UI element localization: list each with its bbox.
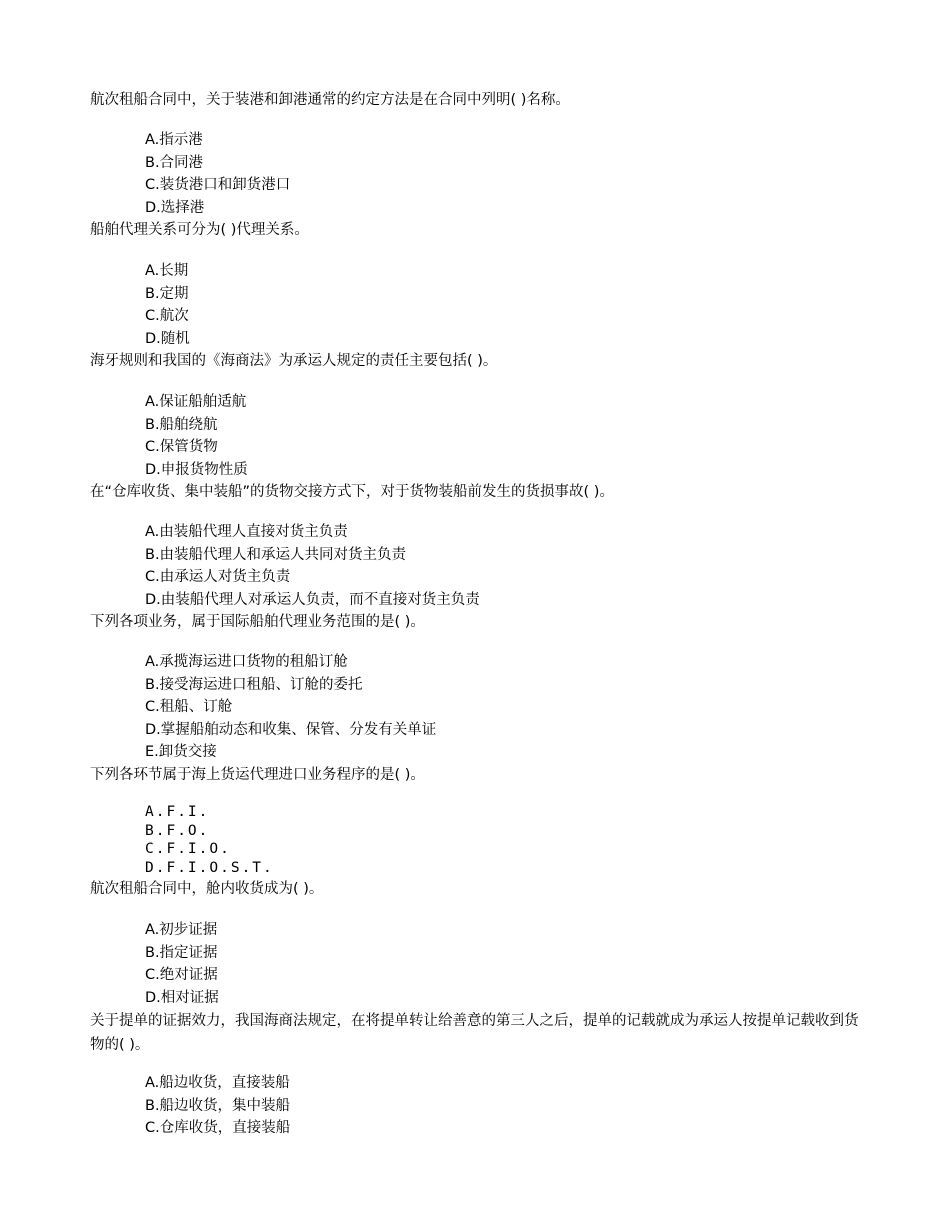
question-5-option-d: D.掌握船舶动态和收集、保管、分发有关单证 (145, 721, 437, 738)
question-7-option-c: C.绝对证据 (145, 967, 218, 984)
question-8-option-c: C.仓库收货，直接装船 (145, 1120, 291, 1137)
question-1-option-b: B.合同港 (145, 154, 204, 171)
question-4-option-a: A.由装船代理人直接对货主负责 (145, 524, 348, 540)
question-7-options (145, 919, 219, 1009)
question-3-option-a: A.保证船舶适航 (145, 394, 247, 410)
question-8-option-a: A.船边收货，直接装船 (145, 1075, 290, 1091)
question-5-options (145, 651, 436, 764)
question-1-options (145, 129, 290, 219)
question-1-text: 航次租船合同中，关于装港和卸港通常的约定方法是在合同中列明( )名称。 (90, 92, 570, 108)
question-7-option-a: A.初步证据 (145, 922, 218, 938)
question-2-text: 船舶代理关系可分为( )代理关系。 (90, 222, 309, 238)
question-4-option-d: D.由装船代理人对承运人负责，而不直接对货主负责 (145, 591, 480, 608)
question-1-option-c: C.装货港口和卸货港口 (145, 177, 291, 194)
question-6-option-b: B.F.O. (145, 822, 210, 839)
question-4-option-b: B.由装船代理人和承运人共同对货主负责 (145, 546, 407, 563)
question-8-options (145, 1072, 290, 1140)
question-2-option-d: D.随机 (145, 330, 190, 347)
question-7-option-d: D.相对证据 (145, 989, 219, 1006)
question-1-option-a: A.指示港 (145, 132, 203, 148)
question-1-option-d: D.选择港 (145, 199, 205, 216)
question-6-option-c: C.F.I.O. (145, 841, 231, 858)
question-5-option-a: A.承揽海运进口货物的租船订舱 (145, 654, 348, 670)
question-6-options (145, 803, 274, 878)
question-8-option-b: B.船边收货，集中装船 (145, 1097, 291, 1114)
question-7-option-b: B.指定证据 (145, 944, 218, 961)
question-6-text: 下列各环节属于海上货运代理进口业务程序的是( )。 (90, 767, 425, 783)
question-5-text: 下列各项业务，属于国际船舶代理业务范围的是( )。 (90, 614, 425, 630)
question-3-option-c: C.保管货物 (145, 439, 218, 456)
question-3-option-d: D.申报货物性质 (145, 461, 248, 478)
question-5-option-b: B.接受海运进口租船、订舱的委托 (145, 676, 363, 693)
question-2-option-b: B.定期 (145, 285, 189, 302)
question-5-option-e: E.卸货交接 (145, 744, 217, 761)
question-6-option-a: A.F.I. (145, 804, 210, 820)
question-4-text: 在“仓库收货、集中装船”的货物交接方式下，对于货物装船前发生的货损事故( )。 (90, 484, 614, 500)
question-2-option-a: A.长期 (145, 263, 189, 279)
question-4-options (145, 521, 480, 611)
question-4-option-c: C.由承运人对货主负责 (145, 569, 291, 586)
question-3-text: 海牙规则和我国的《海商法》为承运人规定的责任主要包括( )。 (90, 353, 498, 369)
question-6-option-d: D.F.I.O.S.T. (145, 860, 274, 877)
question-8-text: 关于提单的证据效力，我国海商法规定，在将提单转让给善意的第三人之后，提单的记载就成为承运人按提单记载收到货物的( )。 (90, 1013, 859, 1053)
question-5-option-c: C.租船、订舱 (145, 699, 233, 716)
question-7-text: 航次租船合同中，舱内收货成为( )。 (90, 881, 324, 897)
question-2-option-c: C.航次 (145, 308, 189, 325)
question-2-options (145, 260, 190, 350)
question-3-option-b: B.船舶绕航 (145, 416, 218, 433)
question-3-options (145, 391, 248, 481)
